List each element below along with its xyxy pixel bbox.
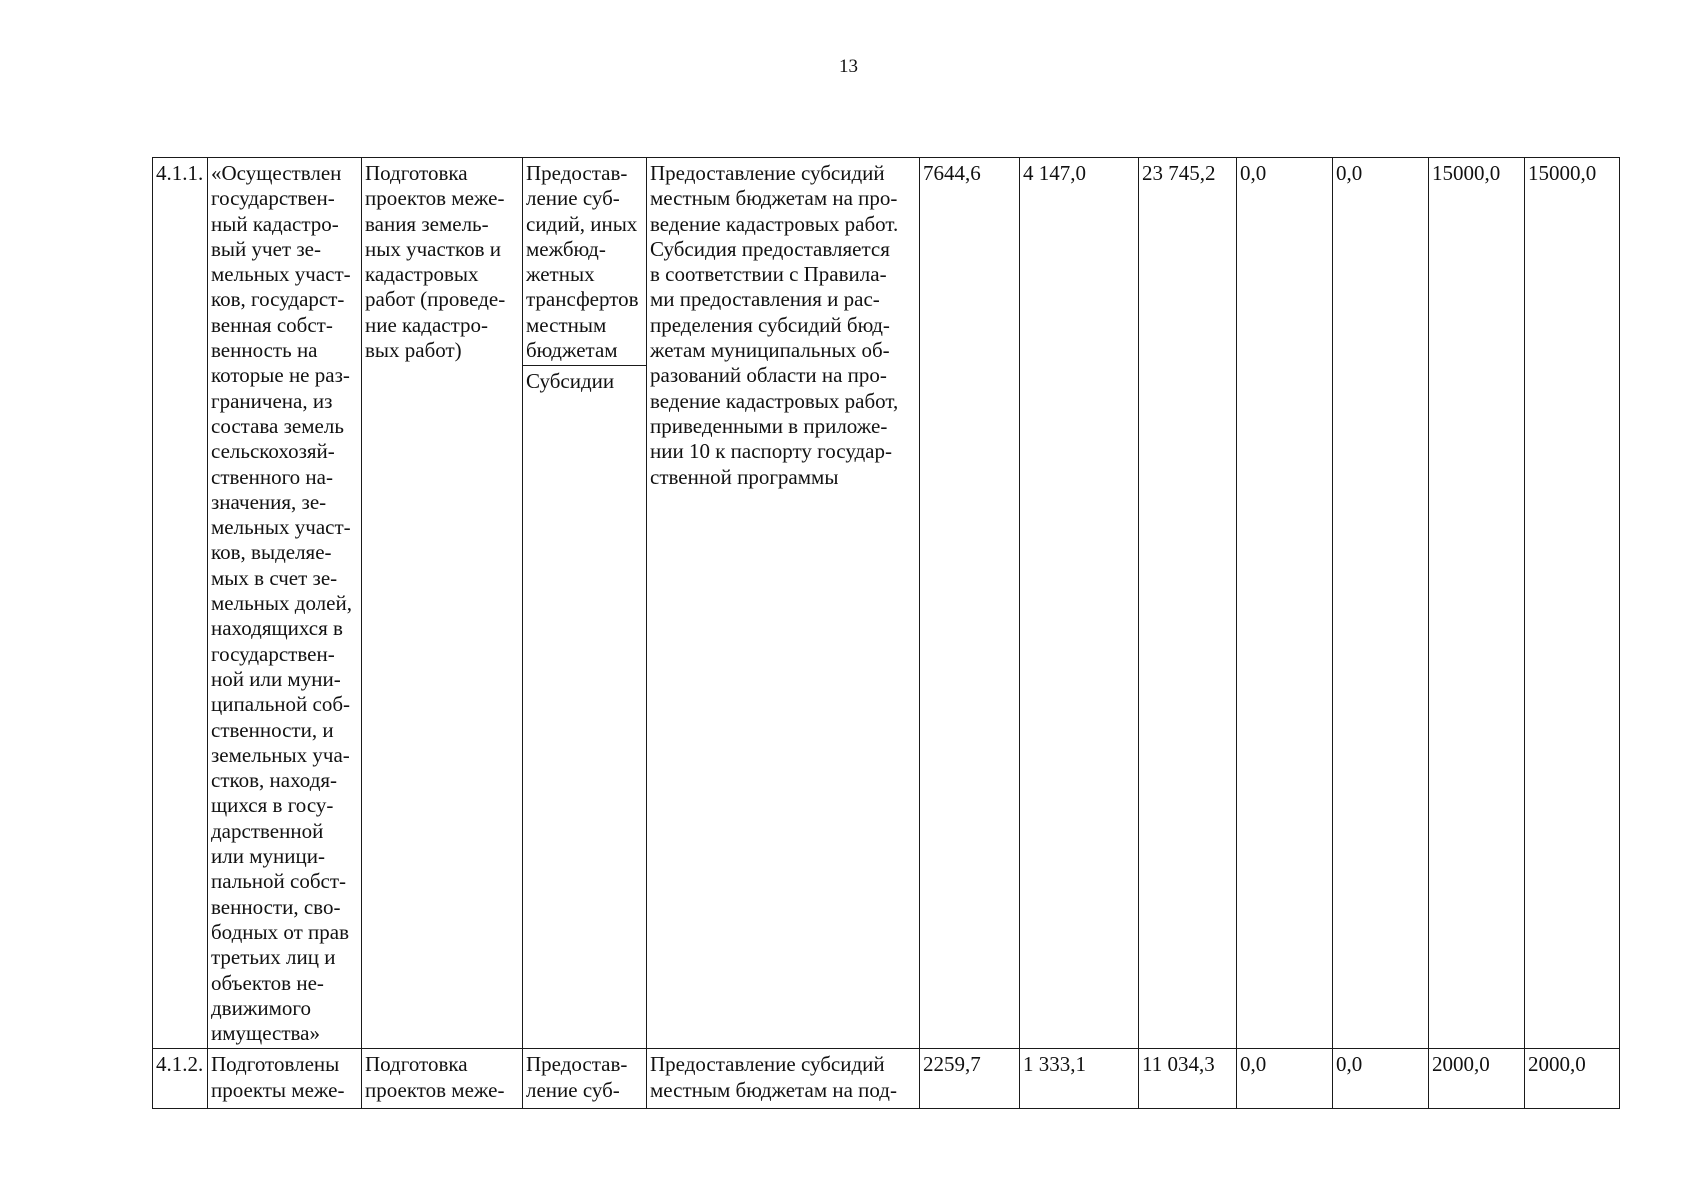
event-name-cell-line: венная собст- bbox=[211, 312, 333, 337]
event-name-cell-line: пальной собст- bbox=[211, 869, 347, 894]
activity-cell-line: ние кадастро- bbox=[365, 312, 489, 337]
event-name-cell-line: которые не раз- bbox=[211, 363, 350, 388]
event-name-cell-line: мых в счет зе- bbox=[211, 565, 338, 590]
mechanism-type-line: ление суб- bbox=[526, 186, 620, 211]
description-cell-line: Предоставление субсидий bbox=[650, 1052, 885, 1077]
value-2019: 2259,7 bbox=[920, 1049, 1020, 1109]
description-cell-line: Предоставление субсидий bbox=[650, 161, 885, 185]
description-cell-line: пределения субсидий бюд- bbox=[650, 312, 890, 337]
page-number: 13 bbox=[839, 56, 858, 77]
description-cell-line: приведенными в приложе- bbox=[650, 413, 888, 438]
event-name-cell-line: третьих лиц и bbox=[211, 945, 336, 970]
value-2022: 0,0 bbox=[1237, 1049, 1333, 1109]
value-2019: 7644,6 bbox=[920, 158, 1020, 1049]
mechanism-type bbox=[523, 158, 646, 366]
value-2024: 2000,0 bbox=[1429, 1049, 1525, 1109]
event-name-cell-line: ственности, и bbox=[211, 717, 334, 742]
event-name-cell bbox=[208, 1049, 362, 1109]
event-name-cell-line: стков, находя- bbox=[211, 768, 338, 793]
activity-cell bbox=[362, 1049, 523, 1109]
description-cell-line: ведение кадастровых работ, bbox=[650, 388, 899, 413]
event-name-cell-line: ной или муни- bbox=[211, 666, 341, 691]
description-cell-line: ми предоставления и рас- bbox=[650, 287, 880, 312]
table-row bbox=[153, 1049, 1620, 1109]
event-name-cell-line: мельных участ- bbox=[211, 515, 351, 540]
event-name-cell-line: венность на bbox=[211, 338, 318, 363]
mechanism-type-line: трансфертов bbox=[526, 287, 639, 312]
mechanism-type-line: Предостав- bbox=[526, 1052, 628, 1077]
value-2020: 4 147,0 bbox=[1020, 158, 1139, 1049]
event-name-cell-line: находящихся в bbox=[211, 616, 343, 641]
mechanism-type-line: жетных bbox=[526, 262, 595, 287]
event-name-cell-line: граничена, из bbox=[211, 388, 333, 413]
activity-cell-line: Подготовка bbox=[365, 1052, 468, 1077]
activity-cell-line: Подготовка bbox=[365, 161, 468, 185]
event-name-cell-line: ков, государст- bbox=[211, 287, 345, 312]
mechanism-type-line: межбюд- bbox=[526, 236, 606, 261]
description-cell-line: местным бюджетам на про- bbox=[650, 186, 898, 211]
table-row bbox=[153, 158, 1620, 1049]
program-activities-table bbox=[152, 157, 1620, 1109]
mechanism-type-line: ление суб- bbox=[526, 1077, 620, 1102]
value-2024: 15000,0 bbox=[1429, 158, 1525, 1049]
description-cell-line: ведение кадастровых работ. bbox=[650, 211, 899, 236]
value-2021: 11 034,3 bbox=[1139, 1049, 1237, 1109]
event-name-cell-line: сельскохозяй- bbox=[211, 439, 335, 464]
mechanism-cell bbox=[523, 1049, 647, 1109]
event-name-cell-line: земельных уча- bbox=[211, 742, 350, 767]
description-cell-line: жетам муниципальных об- bbox=[650, 338, 890, 363]
event-name-cell-line: венности, сво- bbox=[211, 894, 341, 919]
event-name-cell-line: мельных долей, bbox=[211, 591, 352, 616]
description-cell-line: Субсидия предоставляется bbox=[650, 236, 890, 261]
value-2021: 23 745,2 bbox=[1139, 158, 1237, 1049]
event-name-cell-line: бодных от прав bbox=[211, 919, 349, 944]
value-2025: 15000,0 bbox=[1525, 158, 1620, 1049]
mechanism-subtype: Субсидии bbox=[526, 369, 615, 394]
mechanism-type-line: местным bbox=[526, 312, 607, 337]
value-2023: 0,0 bbox=[1333, 1049, 1429, 1109]
activity-cell bbox=[362, 158, 523, 1049]
activity-cell-line: вания земель- bbox=[365, 211, 489, 236]
activity-cell-line: кадастровых bbox=[365, 262, 479, 287]
description-cell-line: ственной программы bbox=[650, 464, 839, 489]
event-name-cell-line: состава земель bbox=[211, 413, 344, 438]
event-name-cell-line: дарственной bbox=[211, 818, 324, 843]
event-name-cell-line: движимого bbox=[211, 995, 311, 1020]
description-cell-line: местным бюджетам на под- bbox=[650, 1077, 897, 1102]
mechanism-type-line: бюджетам bbox=[526, 338, 618, 363]
activity-cell-line: вых работ) bbox=[365, 338, 462, 363]
activity-cell-line: работ (проведе- bbox=[365, 287, 506, 312]
activity-cell-line: проектов меже- bbox=[365, 186, 505, 211]
row-code: 4.1.1. bbox=[153, 158, 208, 1049]
mechanism-type-line: сидий, иных bbox=[526, 211, 638, 236]
event-name-cell-line: имущества» bbox=[211, 1021, 320, 1046]
mechanism-cell bbox=[523, 158, 647, 1049]
event-name-cell bbox=[208, 158, 362, 1049]
value-2020: 1 333,1 bbox=[1020, 1049, 1139, 1109]
event-name-cell-line: ципальной соб- bbox=[211, 692, 351, 717]
event-name-cell-line: ный кадастро- bbox=[211, 211, 339, 236]
value-2025: 2000,0 bbox=[1525, 1049, 1620, 1109]
description-cell-line: разований области на про- bbox=[650, 363, 887, 388]
mechanism-type-line: Предостав- bbox=[526, 161, 628, 185]
value-2023: 0,0 bbox=[1333, 158, 1429, 1049]
description-cell bbox=[647, 158, 920, 1049]
row-code: 4.1.2. bbox=[153, 1049, 208, 1109]
activity-cell-line: ных участков и bbox=[365, 236, 502, 261]
event-name-cell-line: или муници- bbox=[211, 844, 325, 869]
event-name-cell-line: государствен- bbox=[211, 186, 335, 211]
event-name-cell-line: значения, зе- bbox=[211, 489, 327, 514]
event-name-cell-line: Подготовлены bbox=[211, 1052, 340, 1077]
event-name-cell-line: вый учет зе- bbox=[211, 236, 321, 261]
event-name-cell-line: объектов не- bbox=[211, 970, 324, 995]
description-cell bbox=[647, 1049, 920, 1109]
value-2022: 0,0 bbox=[1237, 158, 1333, 1049]
description-cell-line: в соответствии с Правила- bbox=[650, 262, 887, 287]
event-name-cell-line: ственного на- bbox=[211, 464, 333, 489]
event-name-cell-line: щихся в госу- bbox=[211, 793, 334, 818]
event-name-cell-line: мельных участ- bbox=[211, 262, 351, 287]
event-name-cell-line: «Осуществлен bbox=[211, 161, 342, 185]
activity-cell-line: проектов меже- bbox=[365, 1077, 505, 1102]
event-name-cell-line: проекты меже- bbox=[211, 1077, 345, 1102]
description-cell-line: нии 10 к паспорту государ- bbox=[650, 439, 892, 464]
event-name-cell-line: государствен- bbox=[211, 641, 335, 666]
event-name-cell-line: ков, выделяе- bbox=[211, 540, 332, 565]
